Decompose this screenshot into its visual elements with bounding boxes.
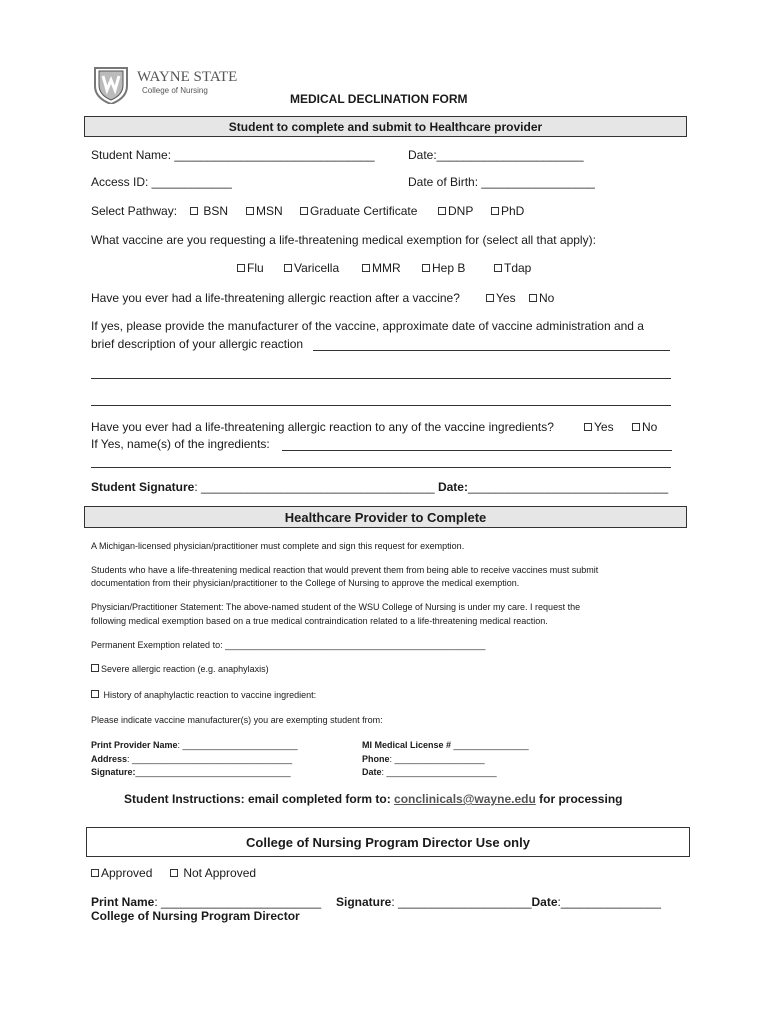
checkbox-icon xyxy=(486,294,494,302)
ingredient-yes-checkbox[interactable]: Yes xyxy=(584,420,614,434)
if-yes-instructions: If yes, please provide the manufacturer of the vaccine, approximate date of vaccine administration and a xyxy=(91,319,644,333)
checkbox-icon xyxy=(190,207,198,215)
email-link[interactable]: conclinicals@wayne.edu xyxy=(394,792,536,806)
provider-requirement-line1: Students who have a life-threatening medical reaction that would prevent them from being able to receive vaccines must submit xyxy=(91,565,599,575)
allergic-reaction-line-2[interactable] xyxy=(91,378,671,379)
student-signature-field[interactable]: Student Signature: ___________________________________ Date:______________________________ xyxy=(91,480,669,494)
checkbox-icon xyxy=(422,264,430,272)
practitioner-statement-line1: Physician/Practitioner Statement: The above-named student of the WSU College of Nursing is under my care. I request the xyxy=(91,602,581,612)
provider-requirement-line2: documentation from their physician/practitioner to the College of Nursing to approve the medical exemption. xyxy=(91,578,520,588)
wayne-state-logo xyxy=(93,64,253,104)
provider-section-header xyxy=(84,506,687,528)
checkbox-icon xyxy=(529,294,537,302)
allergic-reaction-label: brief description of your allergic reaction xyxy=(91,337,304,351)
pathway-msn-checkbox[interactable]: MSN xyxy=(246,204,283,218)
director-section-header xyxy=(86,827,690,857)
checkbox-icon xyxy=(284,264,292,272)
checkbox-icon xyxy=(91,869,99,877)
provider-date-field[interactable]: Date: ______________________ xyxy=(362,767,497,777)
director-signature-field[interactable]: Signature: ____________________Date:_______________ xyxy=(336,895,661,909)
vaccine-flu-checkbox[interactable]: Flu xyxy=(237,261,264,275)
pathway-label: Select Pathway: xyxy=(91,204,178,218)
allergy-yes-checkbox[interactable]: Yes xyxy=(486,291,516,305)
ingredient-no-checkbox[interactable]: No xyxy=(632,420,657,434)
vaccine-varicella-checkbox[interactable]: Varicella xyxy=(284,261,339,275)
checkbox-icon xyxy=(494,264,502,272)
provider-section-title: Healthcare Provider to Complete xyxy=(284,509,487,525)
pathway-graduate-certificate-checkbox[interactable]: Graduate Certificate xyxy=(300,204,417,218)
vaccine-question: What vaccine are you requesting a life-threatening medical exemption for (select all that apply): xyxy=(91,233,596,247)
vaccine-hepb-checkbox[interactable]: Hep B xyxy=(422,261,465,275)
checkbox-icon xyxy=(300,207,308,215)
checkbox-icon xyxy=(91,690,99,698)
checkbox-icon xyxy=(91,664,99,672)
access-id-field[interactable]: Access ID: ____________ xyxy=(91,175,232,189)
director-title: College of Nursing Program Director xyxy=(91,909,300,923)
permanent-exemption-field[interactable]: Permanent Exemption related to: ____________________________________________________ xyxy=(91,640,486,650)
form-title: MEDICAL DECLINATION FORM xyxy=(290,92,468,106)
student-section-title: Student to complete and submit to Healthcare provider xyxy=(228,119,543,134)
student-name-field[interactable]: Student Name: ______________________________ xyxy=(91,148,375,162)
approved-checkbox[interactable]: Approved xyxy=(91,866,152,880)
ingredient-names-line-2[interactable] xyxy=(91,467,671,468)
pathway-dnp-checkbox[interactable]: DNP xyxy=(438,204,473,218)
logo-name: WAYNE STATE xyxy=(137,69,238,85)
logo-sub: College of Nursing xyxy=(142,86,208,95)
ingredient-names-line[interactable] xyxy=(282,450,672,451)
pathway-phd-checkbox[interactable]: PhD xyxy=(491,204,524,218)
print-provider-name-field[interactable]: Print Provider Name: _______________________ xyxy=(91,740,298,750)
vaccine-mmr-checkbox[interactable]: MMR xyxy=(362,261,401,275)
provider-address-field[interactable]: Address: ________________________________ xyxy=(91,754,293,764)
checkbox-icon xyxy=(438,207,446,215)
director-section-title: College of Nursing Program Director Use only xyxy=(246,834,530,850)
checkbox-icon xyxy=(237,264,245,272)
allergy-question: Have you ever had a life-threatening allergic reaction after a vaccine? xyxy=(91,291,460,305)
allergic-reaction-line[interactable] xyxy=(313,350,670,351)
allergic-reaction-line-3[interactable] xyxy=(91,405,671,406)
provider-phone-field[interactable]: Phone: __________________ xyxy=(362,754,485,764)
practitioner-statement-line2: following medical exemption based on a true medical contraindication related to a life-threatening medical reaction. xyxy=(91,616,548,626)
allergy-no-checkbox[interactable]: No xyxy=(529,291,554,305)
checkbox-icon xyxy=(362,264,370,272)
student-date-field[interactable]: Date:______________________ xyxy=(408,148,584,162)
anaphylactic-history-checkbox[interactable]: History of anaphylactic reaction to vaccine ingredient: xyxy=(91,690,316,700)
checkbox-icon xyxy=(584,423,592,431)
severe-allergic-checkbox[interactable]: Severe allergic reaction (e.g. anaphylaxis) xyxy=(91,664,269,674)
not-approved-checkbox[interactable]: Not Approved xyxy=(170,866,256,880)
student-instructions: Student Instructions: email completed form to: conclinicals@wayne.edu for processing xyxy=(124,792,623,806)
mi-license-field[interactable]: MI Medical License # _______________ xyxy=(362,740,529,750)
manufacturer-label: Please indicate vaccine manufacturer(s) you are exempting student from: xyxy=(91,715,383,725)
pathway-bsn-checkbox[interactable]: BSN xyxy=(190,204,228,218)
checkbox-icon xyxy=(246,207,254,215)
provider-license-note: A Michigan-licensed physician/practitioner must complete and sign this request for exemption. xyxy=(91,541,465,551)
vaccine-tdap-checkbox[interactable]: Tdap xyxy=(494,261,531,275)
dob-field[interactable]: Date of Birth: _________________ xyxy=(408,175,595,189)
checkbox-icon xyxy=(632,423,640,431)
director-print-name-field[interactable]: Print Name: ________________________ xyxy=(91,895,322,909)
ingredient-question: Have you ever had a life-threatening allergic reaction to any of the vaccine ingredients? xyxy=(91,420,554,434)
checkbox-icon xyxy=(491,207,499,215)
provider-signature-field[interactable]: Signature:_______________________________ xyxy=(91,767,291,777)
student-section-header xyxy=(84,116,687,137)
checkbox-icon xyxy=(170,869,178,877)
ingredient-names-label: If Yes, name(s) of the ingredients: xyxy=(91,437,270,451)
